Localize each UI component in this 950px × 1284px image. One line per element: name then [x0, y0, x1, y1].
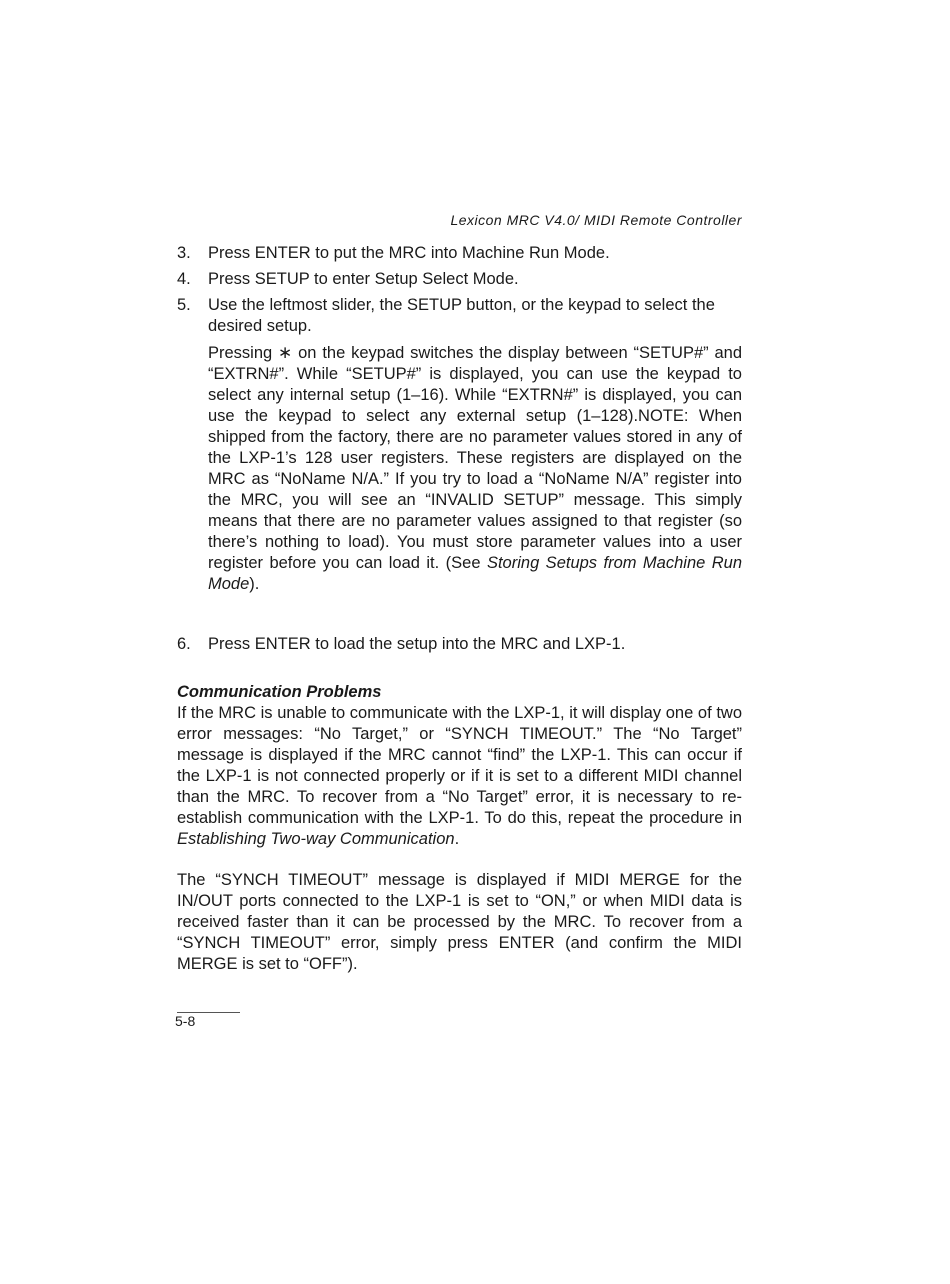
note-cross-reference: Storing Setups from Machine Run Mode: [208, 554, 743, 593]
list-item: [177, 634, 742, 660]
list-item: [177, 243, 742, 264]
paragraph-tail: .: [454, 830, 460, 848]
section-heading: Communication Problems: [177, 683, 382, 701]
step-text: Press SETUP to enter Setup Select Mode.: [208, 270, 519, 288]
running-header: Lexicon MRC V4.0/ MIDI Remote Controller: [450, 212, 742, 228]
list-item: [177, 269, 742, 290]
step-row: [177, 634, 742, 655]
paragraph-cross-reference: Establishing Two-way Communication: [177, 830, 455, 848]
step-text: Use the leftmost slider, the SETUP button, or the keypad to select the desired setup.: [208, 296, 715, 335]
paragraph-body: If the MRC is unable to communicate with the LXP-1, it will display one of two error messages: “No Target,” or “SYNCH TIMEOUT.” The “No Target” message is displayed if the MRC cannot “find” the LXP-1. This can occur if the LXP-1 is not connected properly or if it is set to a different MIDI channel than the MRC. To recover from a “No Target” error, it is necessary to re-establish communication with the LXP-1. To do this, repeat the procedure in: [177, 704, 742, 827]
paragraph: The “SYNCH TIMEOUT” message is displayed if MIDI MERGE for the IN/OUT ports connected to the LXP-1 is set to “ON,” or when MIDI data is received faster than it can be processed by the MRC. To recover from a “SYNCH TIMEOUT” error, simply press ENTER (and confirm the MIDI MERGE is set to “OFF”).: [177, 871, 742, 973]
steps-list: [177, 243, 742, 595]
note-tail: ).: [249, 575, 260, 593]
step-text: Press ENTER to load the setup into the MRC and LXP-1.: [208, 635, 626, 653]
step-number: 6.: [177, 635, 191, 653]
note-body: on the keypad switches the display between “SETUP#” and “EXTRN#”. While “SETUP#” is displayed, you can use the keypad to select any internal setup (1–16). While “EXTRN#” is displayed, you can use the keypad to select any external setup (1–128).NOTE: When shipped from the factory, there are no parameter values stored in any of the LXP-1’s 128 user registers. These registers are displayed on the MRC as “NoName N/A.” If you try to load a “NoName N/A” register into the MRC, you will see an “INVALID SETUP” message. This simply means that there are no parameter values assigned to that register (so there’s nothing to load). You must store parameter values into a user register before you can load it. (See: [208, 344, 742, 572]
paragraph: [177, 703, 742, 850]
page-number: 5-8: [175, 1013, 196, 1029]
step-number: 3.: [177, 244, 191, 262]
note-lead: Pressing: [208, 344, 279, 362]
asterisk-icon: ∗: [278, 343, 293, 362]
step-number: 4.: [177, 270, 191, 288]
list-item: [177, 295, 742, 337]
step-text: Press ENTER to put the MRC into Machine Run Mode.: [208, 244, 610, 262]
note-paragraph: [208, 342, 742, 595]
step-number: 5.: [177, 296, 191, 314]
